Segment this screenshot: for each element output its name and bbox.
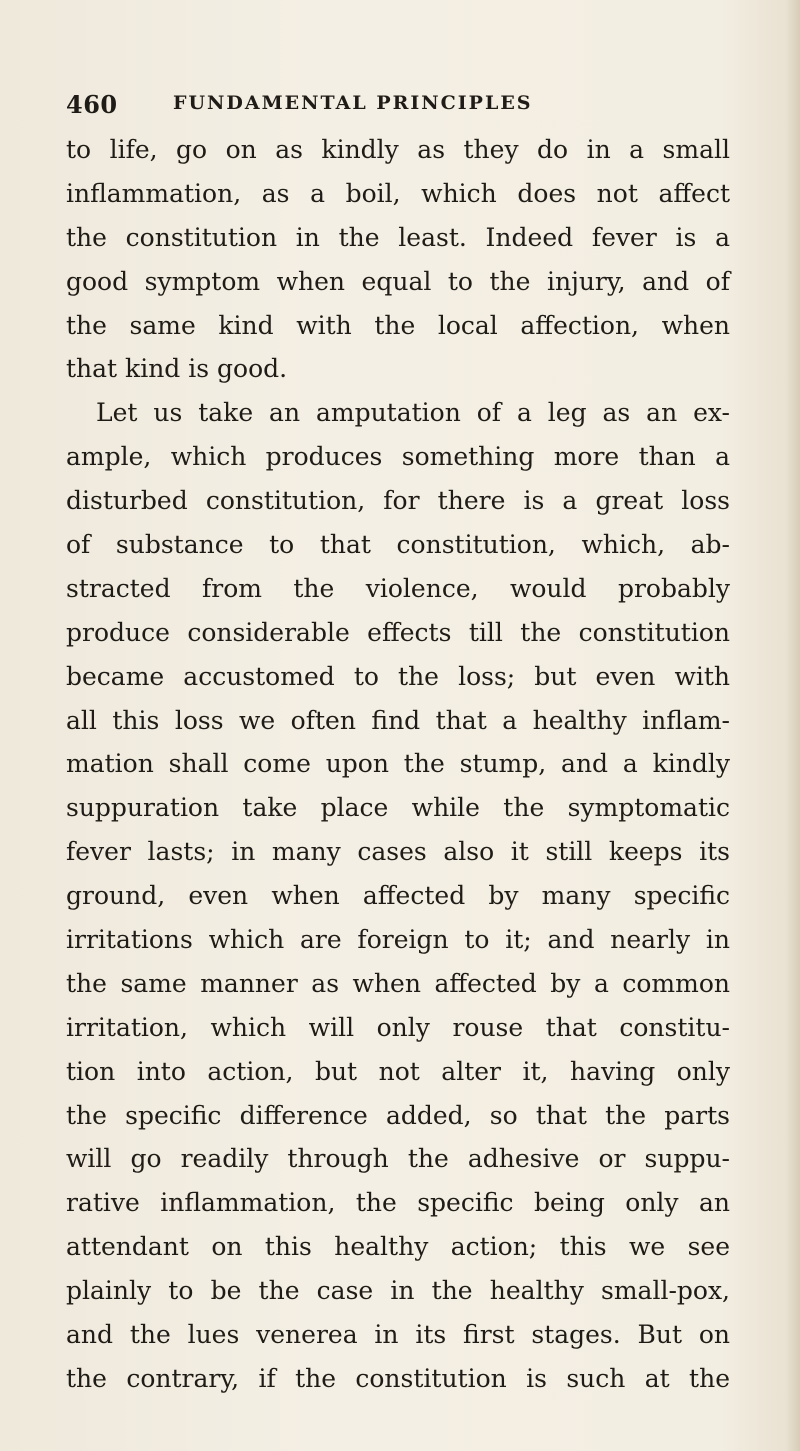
text-line: of substance to that constitution, which, ab- <box>66 530 730 560</box>
text-line: good symptom when equal to the injury, and of <box>66 266 730 296</box>
text-line: inflammation, as a boil, which does not affect <box>66 178 730 208</box>
page-number: 460 <box>66 90 118 119</box>
text-line: the same manner as when affected by a common <box>66 968 730 998</box>
text-line: stracted from the violence, would probably <box>66 573 730 603</box>
running-head: FUNDAMENTAL PRINCIPLES <box>173 92 533 114</box>
text-line: the specific difference added, so that the parts <box>66 1100 730 1130</box>
text-line: that kind is good. <box>66 354 288 384</box>
text-line: all this loss we often find that a healthy inflam- <box>66 705 730 735</box>
text-line: the contrary, if the constitution is such at the <box>66 1363 730 1393</box>
text-line: plainly to be the case in the healthy small-pox, <box>66 1276 730 1306</box>
text-line: the same kind with the local affection, when <box>66 310 730 340</box>
text-line: became accustomed to the loss; but even with <box>66 661 730 691</box>
text-line: irritation, which will only rouse that constitu- <box>66 1012 730 1042</box>
text-line: disturbed constitution, for there is a great loss <box>66 486 730 516</box>
text-line: the constitution in the least. Indeed fever is a <box>66 222 730 252</box>
text-line: fever lasts; in many cases also it still keeps its <box>66 837 730 867</box>
text-line: suppuration take place while the symptomatic <box>66 793 730 823</box>
text-line: ground, even when affected by many specific <box>66 881 730 911</box>
page-header <box>66 90 716 124</box>
text-line: Let us take an amputation of a leg as an ex- <box>96 398 730 428</box>
text-line: to life, go on as kindly as they do in a small <box>66 135 730 164</box>
text-line: will go readily through the adhesive or suppu- <box>66 1144 730 1174</box>
text-line: and the lues venerea in its first stages. But on <box>66 1320 730 1350</box>
text-line: tion into action, but not alter it, having only <box>66 1056 730 1086</box>
body-text <box>66 128 730 1401</box>
text-line: attendant on this healthy action; this we see <box>66 1232 730 1262</box>
text-line: irritations which are foreign to it; and nearly in <box>66 925 730 955</box>
page-edge-shadow <box>786 0 800 1451</box>
text-line: mation shall come upon the stump, and a kindly <box>66 749 730 779</box>
text-line: produce considerable effects till the constitution <box>66 617 730 647</box>
text-line: ample, which produces something more than a <box>66 442 730 472</box>
text-line: rative inflammation, the specific being only an <box>66 1188 730 1218</box>
